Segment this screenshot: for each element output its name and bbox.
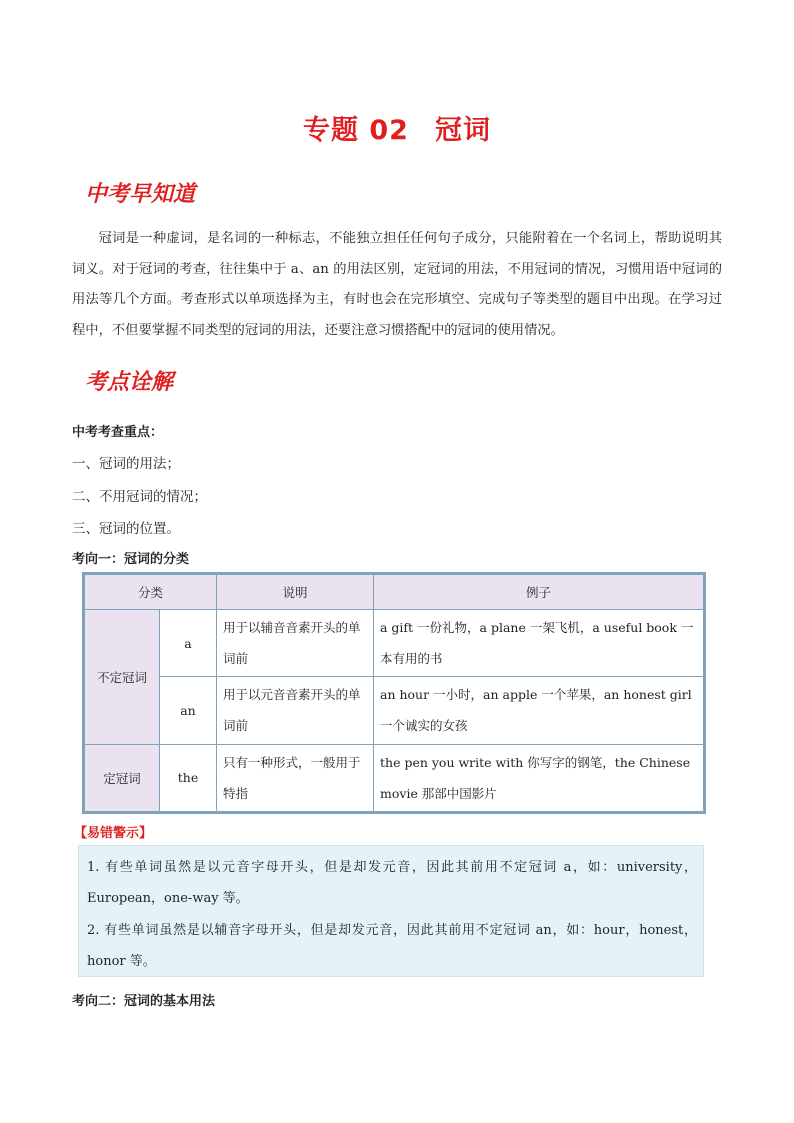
page-title (0, 108, 794, 147)
warning-box (78, 845, 704, 977)
focus-point-2: 二、不用冠词的情况； (72, 489, 207, 505)
table-cell-article: the (160, 744, 217, 811)
focus-point-1: 一、冠词的用法； (72, 456, 180, 472)
article-classification-table (82, 572, 706, 814)
table-header-category: 分类 (85, 575, 217, 610)
table-row (85, 744, 704, 811)
warning-item-1: 1. 有些单词虽然是以元音字母开头，但是却发元音，因此其前用不定冠词 a，如：university，European，one-way 等。 (87, 860, 697, 906)
table-cell-example: an hour 一小时，an apple 一个苹果，an honest girl 一个诚实的女孩 (374, 677, 704, 744)
definite-article-label: 定冠词 (85, 744, 160, 811)
table-cell-example: a gift 一份礼物，a plane 一架飞机，a useful book 一本有用的书 (374, 610, 704, 677)
focus-heading: 中考考查重点： (72, 425, 164, 440)
section-heading-key-points: 考点诠解 (85, 370, 174, 395)
intro-paragraph: 冠词是一种虚词，是名词的一种标志，不能独立担任任何句子成分，只能附着在一个名词上，帮助说明其词义。对于冠词的考查，往往集中于 a、an 的用法区别，定冠词的用法，不用冠词的情况，习惯用语中冠词的用法等几个方面。考查形式以单项选择为主，有时也会在完形填空、完成句子等类型的题目中出现。在学习过程中，不但要掌握不同类型的冠词的用法，还要注意习惯搭配中的冠词的使用情况。 (72, 231, 722, 338)
table-header-example: 例子 (374, 575, 704, 610)
table-row (85, 677, 704, 744)
table-cell-article: an (160, 677, 217, 744)
indefinite-article-label: 不定冠词 (85, 610, 160, 745)
section-heading-overview: 中考早知道 (85, 182, 196, 207)
table-cell-example: the pen you write with 你写字的钢笔，the Chinese movie 那部中国影片 (374, 744, 704, 811)
table-row (85, 610, 704, 677)
focus-point-3: 三、冠词的位置。 (72, 521, 180, 537)
table-cell-description: 用于以元音音素开头的单词前 (217, 677, 374, 744)
direction-heading-2: 考向二：冠词的基本用法 (72, 994, 216, 1009)
table-cell-description: 只有一种形式，一般用于特指 (217, 744, 374, 811)
table-cell-description: 用于以辅音音素开头的单词前 (217, 610, 374, 677)
warning-label: 【易错警示】 (74, 826, 153, 841)
title-topic-number: 专题 02 (303, 115, 409, 146)
direction-heading-1: 考向一：冠词的分类 (72, 552, 190, 567)
title-topic-name: 冠词 (434, 115, 491, 146)
table-cell-article: a (160, 610, 217, 677)
table-header-description: 说明 (217, 575, 374, 610)
table-header-row (85, 575, 704, 610)
warning-item-2: 2. 有些单词虽然是以辅音字母开头，但是却发元音，因此其前用不定冠词 an，如：hour，honest，honor 等。 (87, 923, 697, 969)
